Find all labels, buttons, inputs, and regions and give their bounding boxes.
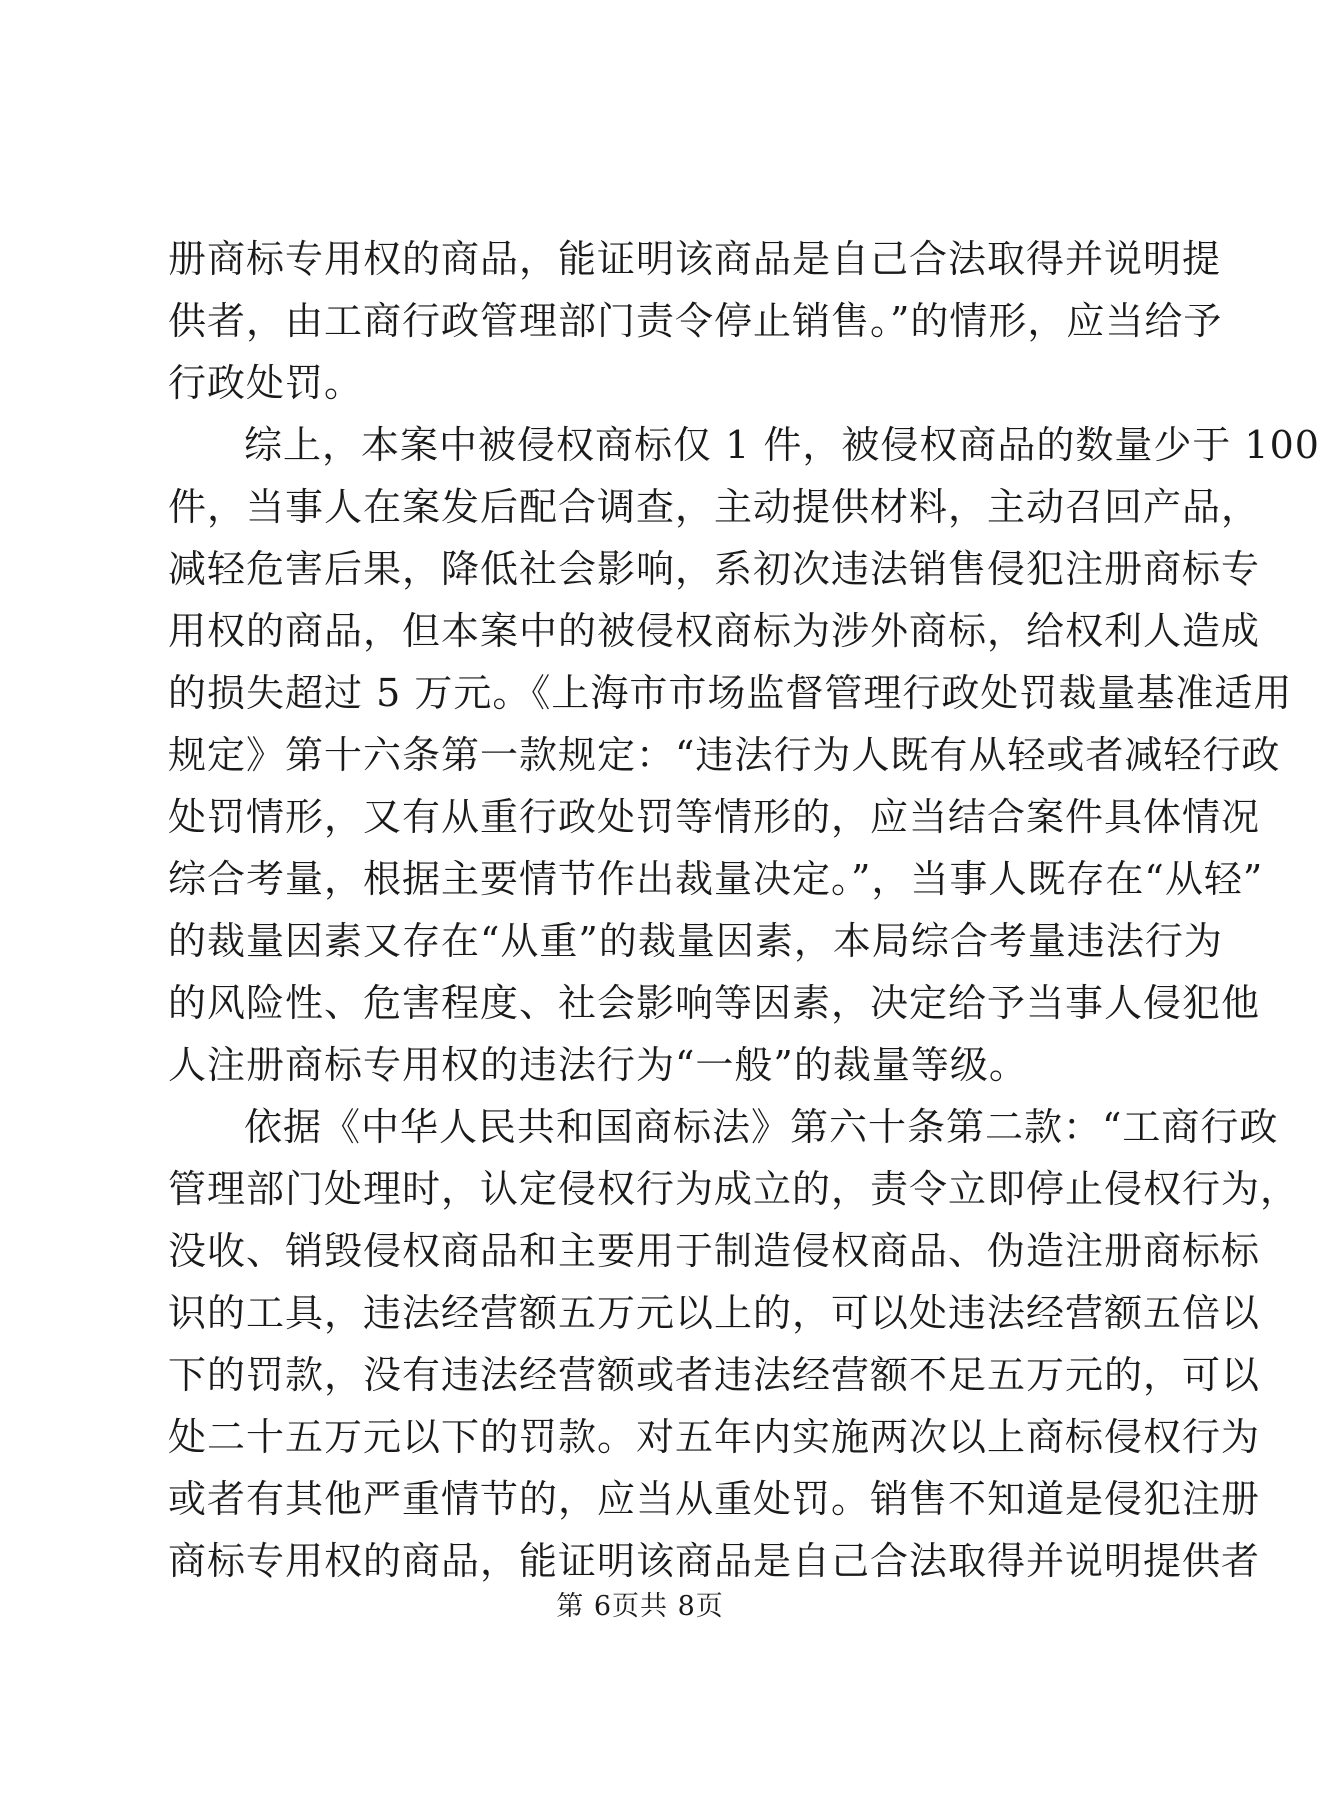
text-line: 下的罚款，没有违法经营额或者违法经营额不足五万元的，可以 bbox=[168, 1353, 1261, 1397]
text-line: 的风险性、危害程度、社会影响等因素，决定给予当事人侵犯他 bbox=[168, 981, 1261, 1025]
text-line: 册商标专用权的商品，能证明该商品是自己合法取得并说明提 bbox=[168, 237, 1222, 281]
text-line: 用权的商品，但本案中的被侵权商标为涉外商标，给权利人造成 bbox=[168, 609, 1261, 653]
text-line: 识的工具，违法经营额五万元以上的，可以处违法经营额五倍以 bbox=[168, 1291, 1261, 1335]
text-line: 的裁量因素又存在“从重”的裁量因素，本局综合考量违法行为 bbox=[168, 919, 1223, 963]
text-line: 没收、销毁侵权商品和主要用于制造侵权商品、伪造注册商标标 bbox=[168, 1229, 1261, 1273]
text-line: 人注册商标专用权的违法行为“一般”的裁量等级。 bbox=[168, 1043, 1028, 1087]
page-number: 第 6页共 8页 bbox=[556, 1591, 724, 1622]
text-line: 或者有其他严重情节的，应当从重处罚。销售不知道是侵犯注册 bbox=[168, 1477, 1261, 1521]
text-line: 件，当事人在案发后配合调查，主动提供材料，主动召回产品， bbox=[168, 485, 1261, 529]
text-line: 规定》第十六条第一款规定：“违法行为人既有从轻或者减轻行政 bbox=[168, 733, 1281, 777]
paragraph-start-line: 依据《中华人民共和国商标法》第六十条第二款：“工商行政 bbox=[244, 1105, 1279, 1149]
paragraph-start-line: 综上，本案中被侵权商标仅 1 件，被侵权商品的数量少于 100 bbox=[244, 423, 1320, 467]
text-line: 商标专用权的商品，能证明该商品是自己合法取得并说明提供者 bbox=[168, 1539, 1261, 1583]
text-line: 综合考量，根据主要情节作出裁量决定。”，当事人既存在“从轻” bbox=[168, 857, 1264, 901]
text-line: 处二十五万元以下的罚款。对五年内实施两次以上商标侵权行为 bbox=[168, 1415, 1261, 1459]
text-line: 处罚情形，又有从重行政处罚等情形的，应当结合案件具体情况 bbox=[168, 795, 1261, 839]
text-line: 管理部门处理时，认定侵权行为成立的，责令立即停止侵权行为， bbox=[168, 1167, 1300, 1211]
text-line: 供者，由工商行政管理部门责令停止销售。”的情形，应当给予 bbox=[168, 299, 1223, 343]
text-line: 减轻危害后果，降低社会影响，系初次违法销售侵犯注册商标专 bbox=[168, 547, 1261, 591]
document-body bbox=[168, 228, 1320, 1592]
text-line: 行政处罚。 bbox=[168, 361, 364, 405]
text-line: 的损失超过 5 万元。《上海市市场监督管理行政处罚裁量基准适用 bbox=[168, 671, 1293, 715]
